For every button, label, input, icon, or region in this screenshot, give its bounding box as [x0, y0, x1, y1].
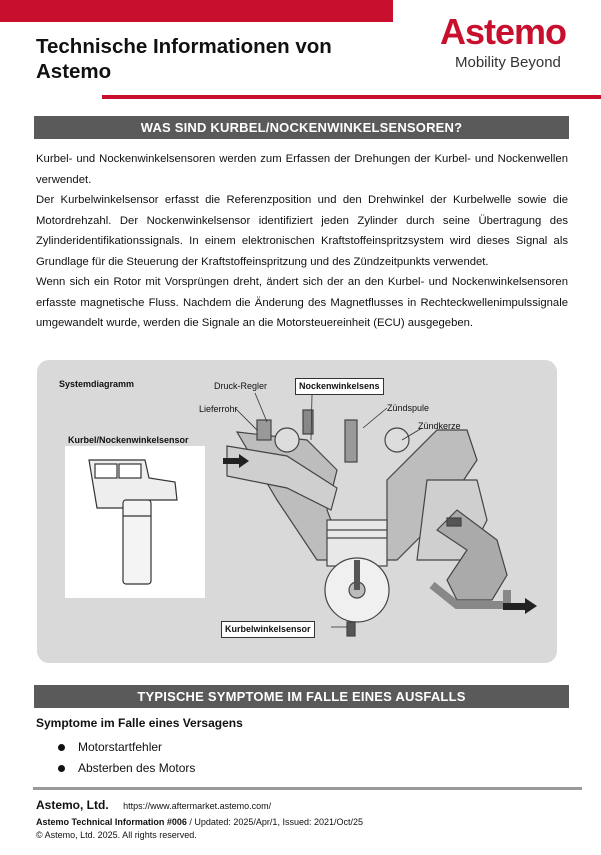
label-spark-plug: Zündkerze: [418, 421, 461, 431]
section-heading-sensors: WAS SIND KURBEL/NOCKENWINKELSENSOREN?: [34, 116, 569, 139]
intro-text: [36, 149, 568, 334]
page-title: [36, 34, 416, 84]
label-cam-sensor: Nockenwinkelsens: [295, 378, 384, 395]
symptom-text: Absterben des Motors: [78, 761, 196, 775]
bullet-icon: [58, 765, 65, 772]
sensor-caption: Kurbel/Nockenwinkelsensor: [68, 435, 189, 445]
header-divider: [102, 95, 601, 99]
top-accent-bar: [0, 0, 393, 22]
footer-divider: [33, 787, 582, 790]
intro-paragraph: Wenn sich ein Rotor mit Vorsprüngen dreht, ändert sich der an den Kurbel- und Nockenwinkelsensoren erfasste magnetische Fluss. Nachdem die Änderung des Magnetflusses in Rechteckwellenimpulssignale umgewandelt wurde, werden die Signale an die Motorsteuereinheit (ECU) ausgegeben.: [36, 276, 568, 329]
footer: [36, 796, 576, 840]
label-crank-sensor: Kurbelwinkelsensor: [221, 621, 315, 638]
logo-tagline: Mobility Beyond: [455, 54, 561, 71]
footer-url-link[interactable]: https://www.aftermarket.astemo.com/: [123, 801, 272, 811]
page-title-line1: Technische Informationen von: [36, 35, 332, 58]
footer-company: Astemo, Ltd.: [36, 798, 109, 812]
symptom-text: Motorstartfehler: [78, 740, 163, 754]
intro-paragraph: Kurbel- und Nockenwinkelsensoren werden zum Erfassen der Drehungen der Kurbel- und Nockenwellen verwendet.: [36, 153, 568, 186]
label-pressure-regulator: Druck-Regler: [214, 381, 268, 391]
engine-illustration: [37, 360, 557, 663]
engine-drawing: [227, 410, 507, 636]
diagram-title: Systemdiagramm: [59, 379, 135, 389]
footer-copyright: © Astemo, Ltd. 2025. All rights reserved.: [36, 830, 197, 840]
section-heading-symptoms: TYPISCHE SYMPTOME IM FALLE EINES AUSFALLS: [34, 685, 569, 708]
footer-doc-id: Astemo Technical Information #006: [36, 817, 187, 827]
astemo-logo: [436, 12, 586, 78]
symptoms-subheading: Symptome im Falle eines Versagens: [36, 716, 243, 730]
list-item: [56, 758, 195, 779]
bullet-icon: [58, 744, 65, 751]
system-diagram: [37, 360, 557, 663]
label-ignition-coil: Zündspule: [387, 403, 430, 413]
list-item: [56, 737, 195, 758]
logo-wordmark: Astemo: [440, 11, 567, 52]
footer-dates: / Updated: 2025/Apr/1, Issued: 2021/Oct/25: [186, 817, 363, 827]
page-title-line2: Astemo: [36, 60, 112, 83]
intro-paragraph: Der Kurbelwinkelsensor erfasst die Referenzposition und den Drehwinkel der Kurbelwelle sowie die Motordrehzahl. Der Nockenwinkelsensor identifiziert jeden Zylinder durch seine Übertragung des Zylinderidentifikationssignals. In einem elektronischen Kraftstoffeinspritzsystem wird dieses Signal als Grundlage für die Steuerung der Kraftstoffeinspritzung und des Zündzeitpunkts verwendet.: [36, 194, 568, 268]
symptom-list: [56, 737, 195, 779]
label-fuel-rail: Lieferrohr: [199, 404, 238, 414]
